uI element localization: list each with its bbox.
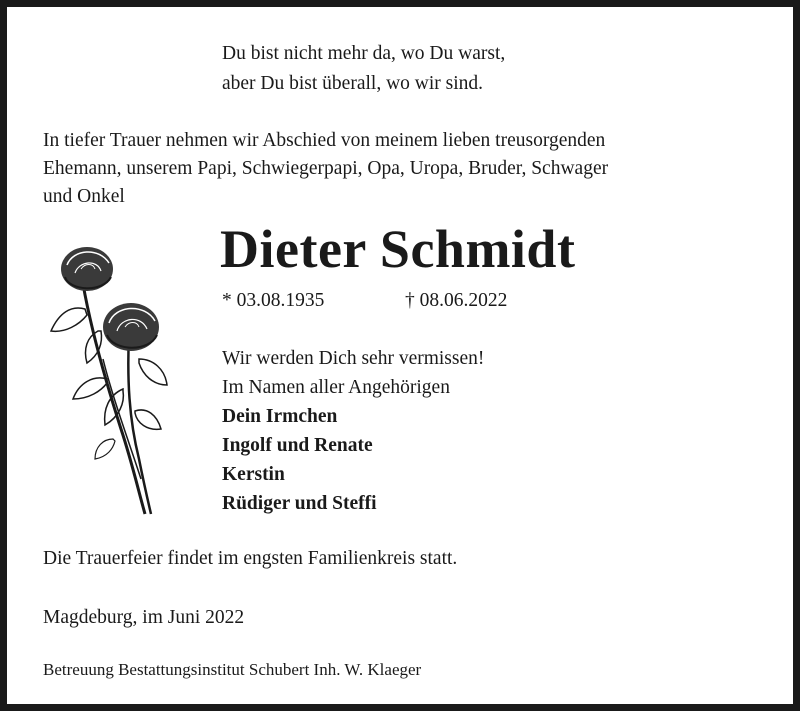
death-date: † 08.06.2022 bbox=[405, 290, 508, 311]
undertaker-credit: Betreuung Bestattungsinstitut Schubert Inh. W. Klaeger bbox=[43, 660, 422, 679]
rose-bouquet-icon bbox=[43, 239, 173, 519]
place-date: Magdeburg, im Juni 2022 bbox=[43, 607, 245, 628]
mourner-1: Dein Irmchen bbox=[222, 406, 338, 427]
quote-line-1: Du bist nicht mehr da, wo Du warst, bbox=[222, 43, 506, 64]
ceremony-note: Die Trauerfeier findet im engsten Familienkreis statt. bbox=[43, 548, 458, 569]
intro-line-3: und Onkel bbox=[43, 186, 125, 207]
mourner-2: Ingolf und Renate bbox=[222, 435, 373, 456]
birth-date: * 03.08.1935 bbox=[222, 290, 325, 311]
quote-line-2: aber Du bist überall, wo wir sind. bbox=[222, 73, 484, 94]
message-line-1: Wir werden Dich sehr vermissen! bbox=[222, 348, 485, 369]
deceased-name: Dieter Schmidt bbox=[220, 219, 576, 279]
intro-line-2: Ehemann, unserem Papi, Schwiegerpapi, Opa, Uropa, Bruder, Schwager bbox=[43, 158, 609, 179]
intro-line-1: In tiefer Trauer nehmen wir Abschied von meinem lieben treusorgenden bbox=[43, 130, 606, 151]
mourner-4: Rüdiger und Steffi bbox=[222, 493, 377, 514]
mourner-3: Kerstin bbox=[222, 464, 285, 485]
message-line-2: Im Namen aller Angehörigen bbox=[222, 377, 450, 398]
